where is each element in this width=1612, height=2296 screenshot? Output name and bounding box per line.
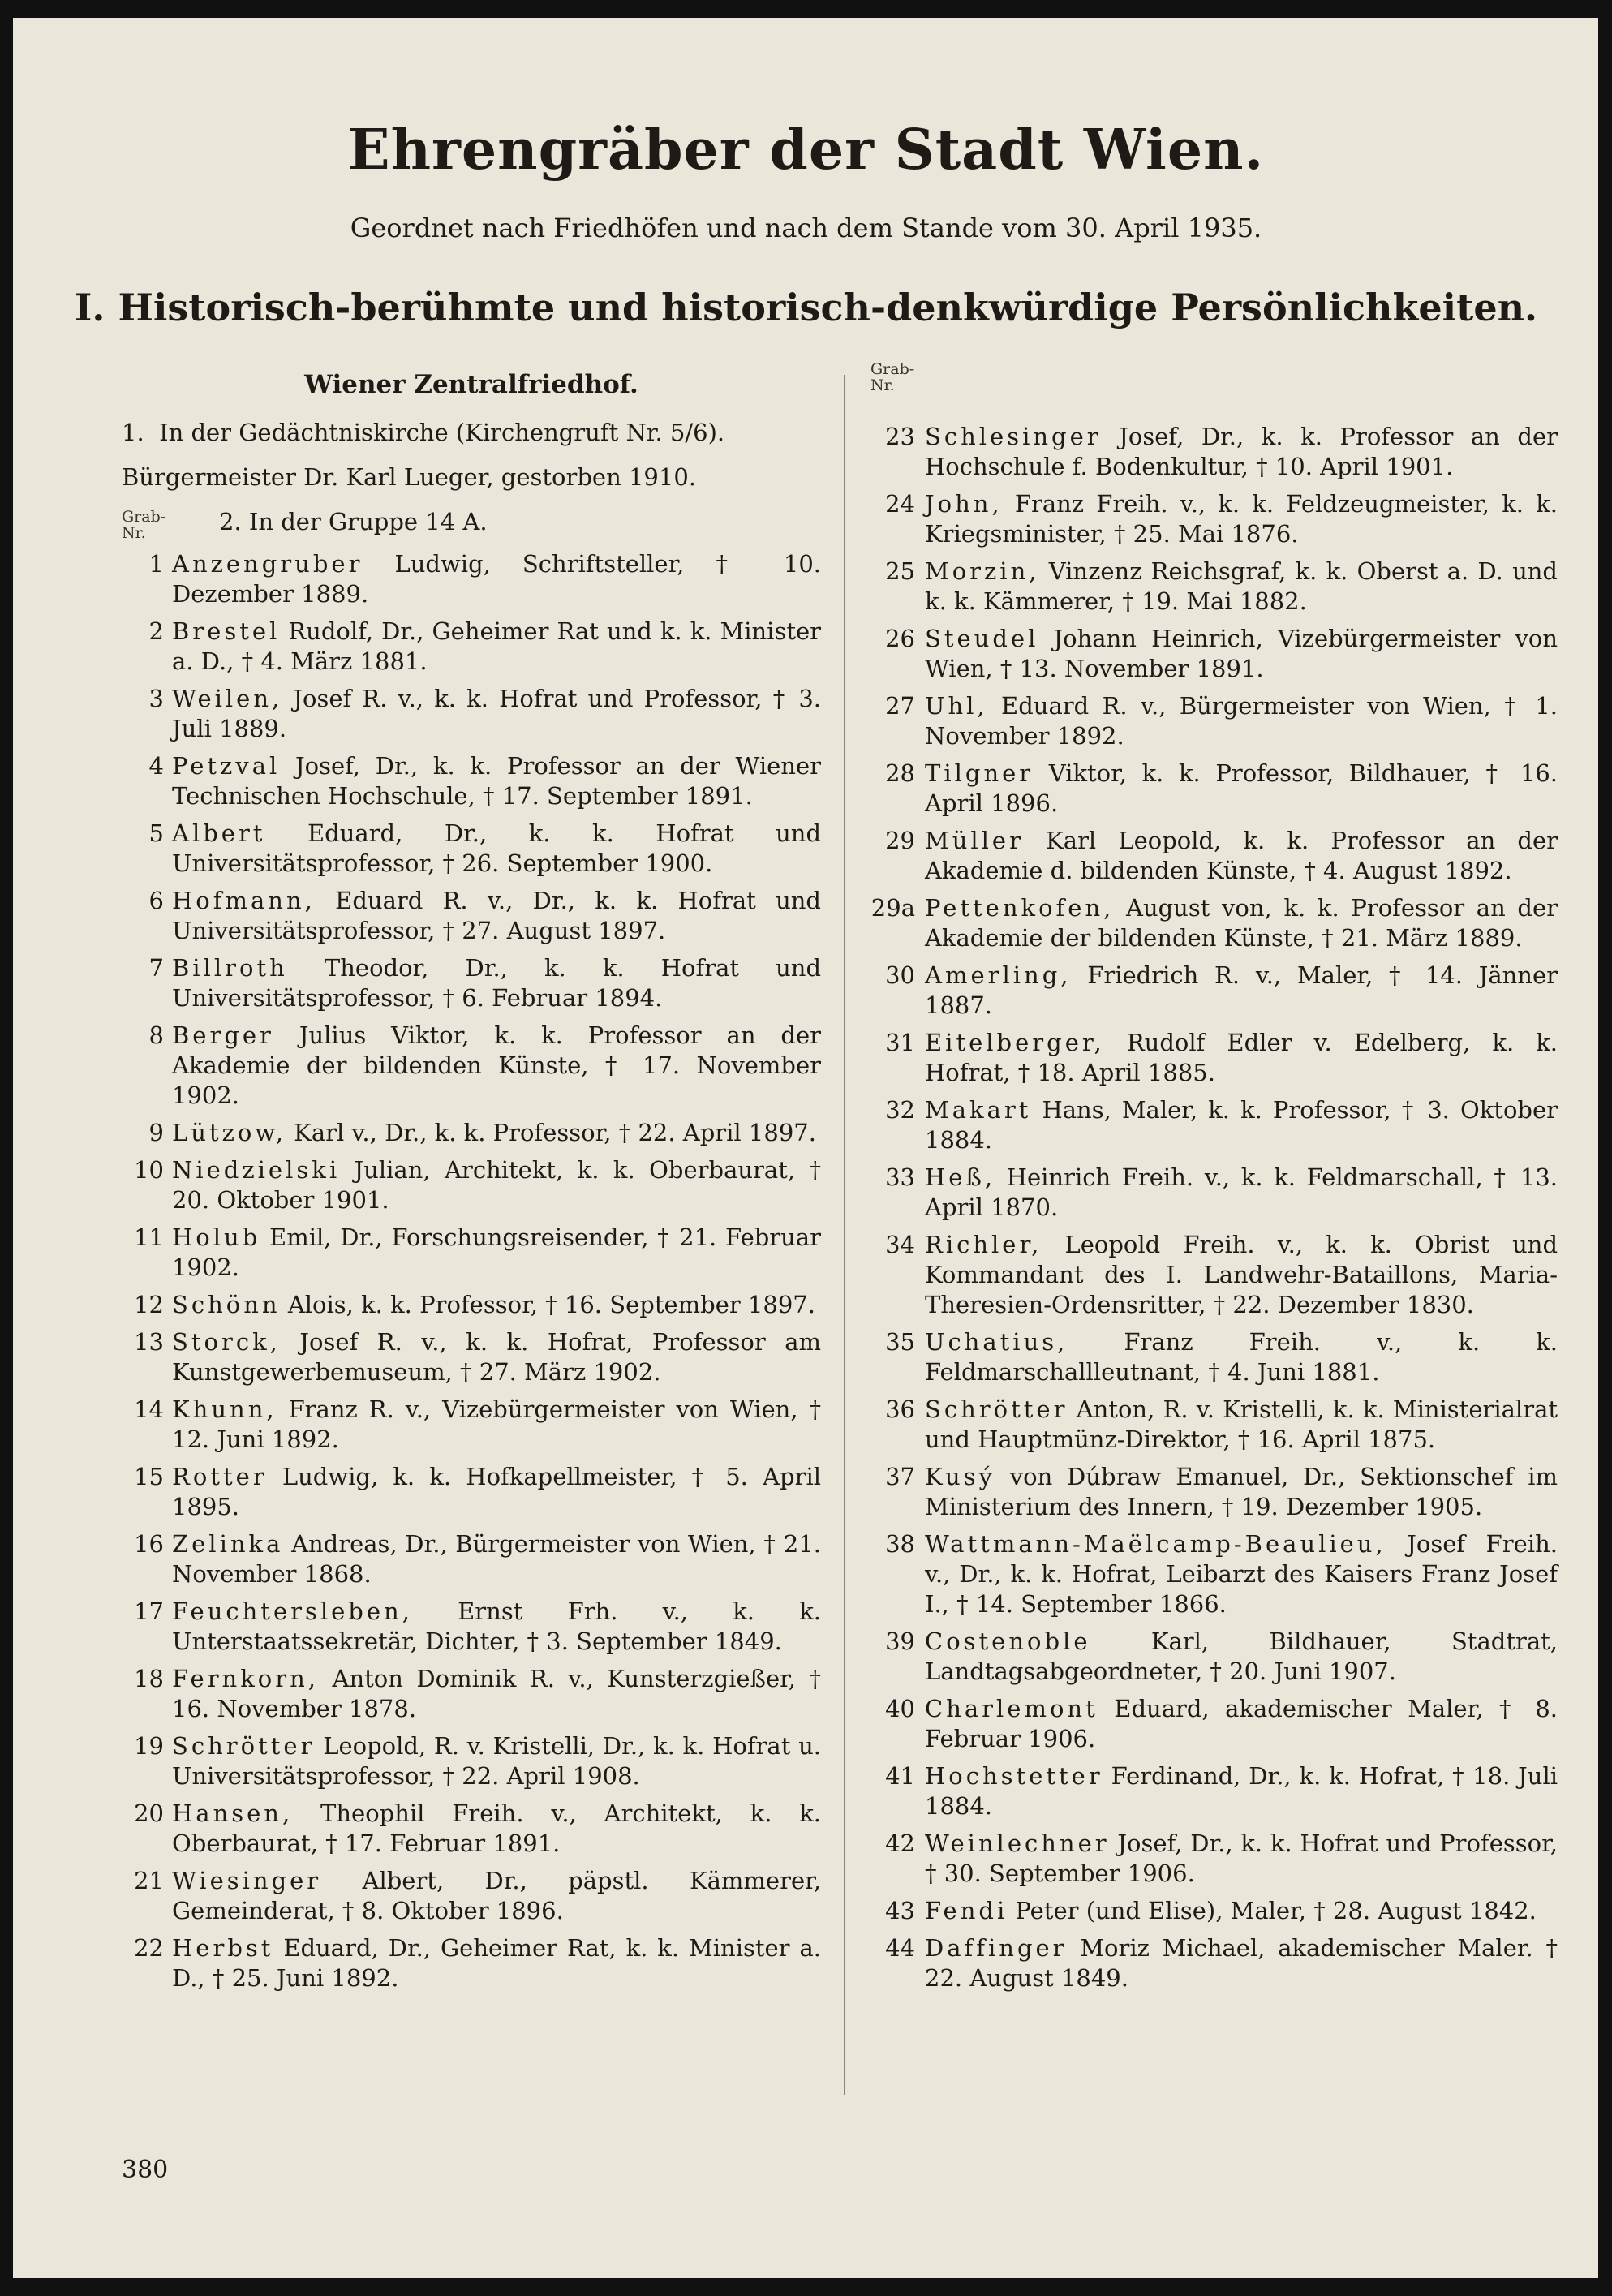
person-details: von Dúbraw Emanuel, Dr., Sektionschef im Ministerium des Innern, † 19. Dezember 1905. [925,1463,1558,1520]
grave-number: 6 [148,887,164,914]
grave-description [925,422,1558,482]
grave-number: 19 [134,1732,164,1760]
grave-description [925,1829,1558,1889]
grave-description [925,1095,1558,1155]
grave-entry [122,549,821,609]
grave-number: 8 [148,1021,164,1049]
page-subtitle: Geordnet nach Friedhöfen und nach dem Stande vom 30. April 1935. [350,213,1262,243]
person-details: Andreas, Dr., Bürgermeister von Wien, † 21. November 1868. [172,1530,822,1588]
person-details: Moriz Michael, akademischer Maler. † 22. August 1849. [925,1934,1558,1992]
person-surname: Schönn [172,1291,281,1318]
grave-entry [122,1731,821,1791]
grab-nr-header-left: Grab- Nr. [122,508,166,542]
grave-entry [122,1223,821,1283]
person-surname: Feuchtersleben, [172,1597,413,1625]
person-surname: Uhl, [925,692,988,720]
grave-number: 1 [148,550,164,578]
scan-border-top [0,0,1612,18]
grave-number: 4 [148,752,164,780]
grave-number: 3 [148,685,164,712]
person-details: Leopold Freih. v., k. k. Obrist und Kommandant des I. Landwehr-Bataillons, Maria-Theresien-Ordensritter, † 22. Dezember 1830. [925,1231,1558,1318]
grave-entry [866,1163,1558,1223]
grave-description [172,1327,821,1387]
grave-description [925,1933,1558,1993]
grave-entry [866,1761,1558,1821]
person-details: Hans, Maler, k. k. Professor, † 3. Oktober 1884. [925,1096,1558,1154]
person-details: Julius Viktor, k. k. Professor an der Akademie der bildenden Künste, † 17. November 1902. [172,1021,822,1109]
grave-entry [866,624,1558,684]
person-details: Ferdinand, Dr., k. k. Hofrat, † 18. Juli 1884. [925,1762,1558,1820]
person-details: Theophil Freih. v., Architekt, k. k. Oberbaurat, † 17. Februar 1891. [172,1799,822,1857]
person-details: Eduard R. v., Dr., k. k. Hofrat und Universitätsprofessor, † 27. August 1897. [172,887,822,944]
grave-description [925,1028,1558,1088]
grave-entry [122,1327,821,1387]
grave-number: 29 [885,827,915,854]
person-details: Peter (und Elise), Maler, † 28. August 1842. [1015,1897,1537,1924]
grave-number: 39 [885,1627,915,1655]
grave-entry [122,953,821,1013]
grave-description [925,1694,1558,1754]
grave-description [172,953,821,1013]
grave-number: 15 [134,1463,164,1490]
grave-entry [866,1028,1558,1088]
right-column [866,360,1558,2001]
grave-entry [122,819,821,879]
grave-number: 12 [134,1291,164,1318]
grave-entry [122,1799,821,1859]
grave-number: 25 [885,557,915,585]
grave-number: 42 [885,1829,915,1857]
person-surname: Rotter [172,1463,268,1490]
grave-number: 27 [885,692,915,720]
person-details: Heinrich Freih. v., k. k. Feldmarschall, † 13. April 1870. [925,1163,1558,1221]
grave-description [172,617,821,677]
grave-description [925,961,1558,1021]
grave-number: 23 [885,423,915,450]
grave-entry [122,1866,821,1926]
section-title: I. Historisch-berühmte und historisch-denkwürdige Persönlichkeiten. [74,286,1538,329]
grave-entry [122,1155,821,1215]
person-surname: Weilen, [172,685,283,712]
person-details: Franz Freih. v., k. k. Feldmarschallleutnant, † 4. Juni 1881. [925,1328,1558,1386]
grave-entry [122,1021,821,1111]
grave-number: 5 [148,819,164,847]
grave-description [172,549,821,609]
grave-number: 30 [885,961,915,989]
grave-entry [866,1933,1558,1993]
person-surname: Eitelberger, [925,1029,1105,1056]
scan-border-right [1598,0,1612,2296]
grave-number: 32 [885,1096,915,1124]
grave-entry [866,1896,1558,1926]
grave-entry [122,751,821,811]
person-details: Josef R. v., k. k. Hofrat, Professor am Kunstgewerbemuseum, † 27. März 1902. [172,1328,821,1386]
person-details: Karl v., Dr., k. k. Professor, † 22. April 1897. [294,1119,816,1146]
grave-description [925,1529,1558,1619]
person-surname: Wattmann-Maëlcamp-Beaulieu, [925,1530,1386,1558]
grave-description [172,1866,821,1926]
grave-number: 29a [870,894,915,922]
person-surname: Brestel [172,617,281,645]
grave-entry [122,684,821,744]
grave-entry [122,1462,821,1522]
grave-description [172,1664,821,1724]
person-details: Vinzenz Reichsgraf, k. k. Oberst a. D. und k. k. Kämmerer, † 19. Mai 1882. [925,557,1558,615]
person-surname: Hofmann, [172,887,316,914]
grave-number: 40 [885,1695,915,1722]
grave-description [172,1155,821,1215]
person-details: Anton, R. v. Kristelli, k. k. Ministerialrat und Hauptmünz-Direktor, † 16. April 1875. [925,1395,1558,1453]
person-details: Albert, Dr., päpstl. Kämmerer, Gemeinderat, † 8. Oktober 1896. [172,1867,821,1924]
grave-entry [866,1095,1558,1155]
grave-description [925,1896,1558,1926]
grave-number: 33 [885,1163,915,1191]
person-details: Emil, Dr., Forschungsreisender, † 21. Februar 1902. [172,1223,821,1281]
person-surname: Schlesinger [925,423,1102,450]
person-details: Alois, k. k. Professor, † 16. September 1897. [287,1291,815,1318]
grave-number: 9 [148,1119,164,1146]
person-surname: Amerling, [925,961,1072,989]
page-title: Ehrengräber der Stadt Wien. [347,118,1265,183]
person-details: Friedrich R. v., Maler, † 14. Jänner 1887. [925,961,1558,1019]
grave-number: 24 [885,490,915,518]
grave-description [925,826,1558,886]
person-surname: Daffinger [925,1934,1068,1962]
grave-description [925,691,1558,751]
grave-number: 14 [134,1395,164,1423]
person-surname: Lützow, [172,1119,286,1146]
grave-description [172,1529,821,1589]
grave-number: 28 [885,759,915,787]
person-surname: Berger [172,1021,274,1049]
person-surname: Khunn, [172,1395,277,1423]
grave-entry [122,1118,821,1148]
person-surname: Steudel [925,625,1039,652]
person-surname: Weinlechner [925,1829,1110,1857]
grave-number: 11 [134,1223,164,1251]
person-surname: Müller [925,827,1024,854]
grave-entry [866,1627,1558,1687]
person-surname: Costenoble [925,1627,1091,1655]
group-heading-row [122,507,821,541]
grave-description [925,1163,1558,1223]
grave-entry [866,422,1558,482]
grave-description [925,1627,1558,1687]
grave-number: 31 [885,1029,915,1056]
person-details: Ernst Frh. v., k. k. Unterstaatssekretär, Dichter, † 3. September 1849. [172,1597,821,1655]
scan-border-left [0,0,13,2296]
person-details: Viktor, k. k. Professor, Bildhauer, † 16. April 1896. [925,759,1558,817]
person-details: Karl, Bildhauer, Stadtrat, Landtagsabgeordneter, † 20. Juni 1907. [925,1627,1558,1685]
person-details: Johann Heinrich, Vizebürgermeister von Wien, † 13. November 1891. [925,625,1558,682]
grave-entry [122,1597,821,1657]
person-details: Leopold, R. v. Kristelli, Dr., k. k. Hofrat u. Universitätsprofessor, † 22. April 1908. [172,1732,821,1790]
grave-number: 37 [885,1463,915,1490]
grave-entry [866,826,1558,886]
left-entry-list [122,549,821,1993]
grave-description [925,1395,1558,1455]
person-details: Julian, Architekt, k. k. Oberbaurat, † 20. Oktober 1901. [172,1156,822,1214]
grave-description [172,1597,821,1657]
grave-entry [122,617,821,677]
grave-description [925,624,1558,684]
person-surname: Holub [172,1223,261,1251]
person-surname: Hansen, [172,1799,294,1827]
page-number: 380 [122,2156,169,2184]
person-details: Theodor, Dr., k. k. Hofrat und Universitätsprofessor, † 6. Februar 1894. [172,954,822,1012]
person-details: Eduard, akademischer Maler, † 8. Februar 1906. [925,1695,1558,1752]
right-entry-list [866,422,1558,1993]
person-details: Rudolf, Dr., Geheimer Rat und k. k. Minister a. D., † 4. März 1881. [172,617,822,675]
person-details: Ludwig, Schriftsteller, † 10. Dezember 1889. [172,550,821,608]
grave-description [172,1223,821,1283]
person-surname: Storck, [172,1328,281,1356]
person-surname: Billroth [172,954,288,982]
person-details: Josef R. v., k. k. Hofrat und Professor, † 3. Juli 1889. [172,685,821,742]
person-details: Franz R. v., Vizebürgermeister von Wien, † 12. Juni 1892. [172,1395,821,1453]
grave-description [172,1118,821,1148]
person-surname: Fendi [925,1897,1008,1924]
grave-entry [122,1933,821,1993]
grave-entry [122,1290,821,1320]
grave-number: 7 [148,954,164,982]
intro-paragraph-1 [122,418,821,448]
grave-entry [866,557,1558,617]
person-surname: Kusý [925,1463,995,1490]
person-surname: Charlemont [925,1695,1098,1722]
grave-description [172,1395,821,1455]
grave-description [925,557,1558,617]
person-details: Anton Dominik R. v., Kunsterzgießer, † 16. November 1878. [172,1665,821,1722]
grave-description [925,1761,1558,1821]
person-surname: Petzval [172,752,281,780]
person-details: Eduard, Dr., k. k. Hofrat und Universitätsprofessor, † 26. September 1900. [172,819,822,877]
person-surname: Morzin, [925,557,1040,585]
cemetery-heading: Wiener Zentralfriedhof. [304,370,638,399]
grave-entry [866,1462,1558,1522]
person-surname: Schrötter [925,1395,1068,1423]
grave-number: 38 [885,1530,915,1558]
grave-description [172,751,821,811]
person-details: Eduard, Dr., Geheimer Rat, k. k. Minister a. D., † 25. Juni 1892. [172,1934,822,1992]
grave-entry [866,893,1558,953]
person-surname: Pettenkofen, [925,894,1115,922]
intro-1-number: 1. [122,419,144,446]
grave-entry [866,1327,1558,1387]
grave-description [925,759,1558,819]
grave-entry [122,886,821,946]
grave-description [925,1230,1558,1320]
grave-description [172,1462,821,1522]
grave-number: 44 [885,1934,915,1962]
person-surname: Wiesinger [172,1867,322,1894]
person-details: Franz Freih. v., k. k. Feldzeugmeister, k. k. Kriegsminister, † 25. Mai 1876. [925,490,1558,548]
grave-number: 18 [134,1665,164,1692]
person-surname: Anzengruber [172,550,363,578]
person-details: August von, k. k. Professor an der Akademie der bildenden Künste, † 21. März 1889. [925,894,1558,952]
grave-number: 41 [885,1762,915,1790]
grave-description [925,1462,1558,1522]
grave-number: 13 [134,1328,164,1356]
person-details: Eduard R. v., Bürgermeister von Wien, † 1. November 1892. [925,692,1558,750]
grave-number: 34 [885,1231,915,1258]
grave-number: 20 [134,1799,164,1827]
grave-description [172,819,821,879]
grave-number: 2 [148,617,164,645]
grave-number: 35 [885,1328,915,1356]
grave-number: 21 [134,1867,164,1894]
grave-entry [866,489,1558,549]
person-surname: Tilgner [925,759,1034,787]
grave-description [172,886,821,946]
grave-entry [122,1529,821,1589]
intro-paragraph-2: Bürgermeister Dr. Karl Lueger, gestorben 1910. [122,463,696,491]
person-surname: Zelinka [172,1530,284,1558]
grave-number: 16 [134,1530,164,1558]
person-surname: Fernkorn, [172,1665,320,1692]
grave-description [172,1021,821,1111]
grave-description [172,1933,821,1993]
grave-description [172,1731,821,1791]
column-divider [844,375,845,2095]
grave-number: 43 [885,1897,915,1924]
grave-description [172,1290,821,1320]
person-details: Josef, Dr., k. k. Professor an der Wiener Technischen Hochschule, † 17. September 1891. [172,752,821,810]
scan-border-bottom [0,2278,1612,2296]
grave-entry [866,1829,1558,1889]
person-surname: John, [925,490,1003,518]
grab-nr-header-right: Grab- Nr. [870,360,915,394]
grave-entry [122,1395,821,1455]
grave-number: 22 [134,1934,164,1962]
grave-number: 36 [885,1395,915,1423]
grave-entry [866,1694,1558,1754]
person-surname: Uchatius, [925,1328,1068,1356]
grave-description [172,1799,821,1859]
person-details: Ludwig, k. k. Hofkapellmeister, † 5. April 1895. [172,1463,821,1520]
left-column [122,363,821,2001]
person-surname: Niedzielski [172,1156,341,1184]
person-details: Karl Leopold, k. k. Professor an der Akademie d. bildenden Künste, † 4. August 1892. [925,827,1558,884]
grave-number: 26 [885,625,915,652]
person-surname: Heß, [925,1163,996,1191]
grave-entry [866,759,1558,819]
grave-description [925,1327,1558,1387]
grave-description [172,684,821,744]
person-surname: Richler, [925,1231,1042,1258]
intro-1-text: In der Gedächtniskirche (Kirchengruft Nr. 5/6). [159,419,725,446]
person-details: Josef Freih. v., Dr., k. k. Hofrat, Leibarzt des Kaisers Franz Josef I., † 14. September 1866. [925,1530,1558,1618]
person-surname: Schrötter [172,1732,316,1760]
grave-entry [122,1664,821,1724]
grave-entry [866,1230,1558,1320]
grave-description [925,893,1558,953]
person-surname: Albert [172,819,266,847]
grave-number: 17 [134,1597,164,1625]
person-details: Josef, Dr., k. k. Professor an der Hochschule f. Bodenkultur, † 10. April 1901. [925,423,1558,480]
grave-description [925,489,1558,549]
grave-entry [866,961,1558,1021]
person-surname: Hochstetter [925,1762,1103,1790]
group-heading: 2. In der Gruppe 14 A. [219,508,488,535]
person-details: Rudolf Edler v. Edelberg, k. k. Hofrat, † 18. April 1885. [925,1029,1558,1086]
grave-entry [866,1395,1558,1455]
grave-entry [866,691,1558,751]
grave-number: 10 [134,1156,164,1184]
person-details: Josef, Dr., k. k. Hofrat und Professor, † 30. September 1906. [925,1829,1558,1887]
person-surname: Makart [925,1096,1032,1124]
grave-entry [866,1529,1558,1619]
person-surname: Herbst [172,1934,274,1962]
